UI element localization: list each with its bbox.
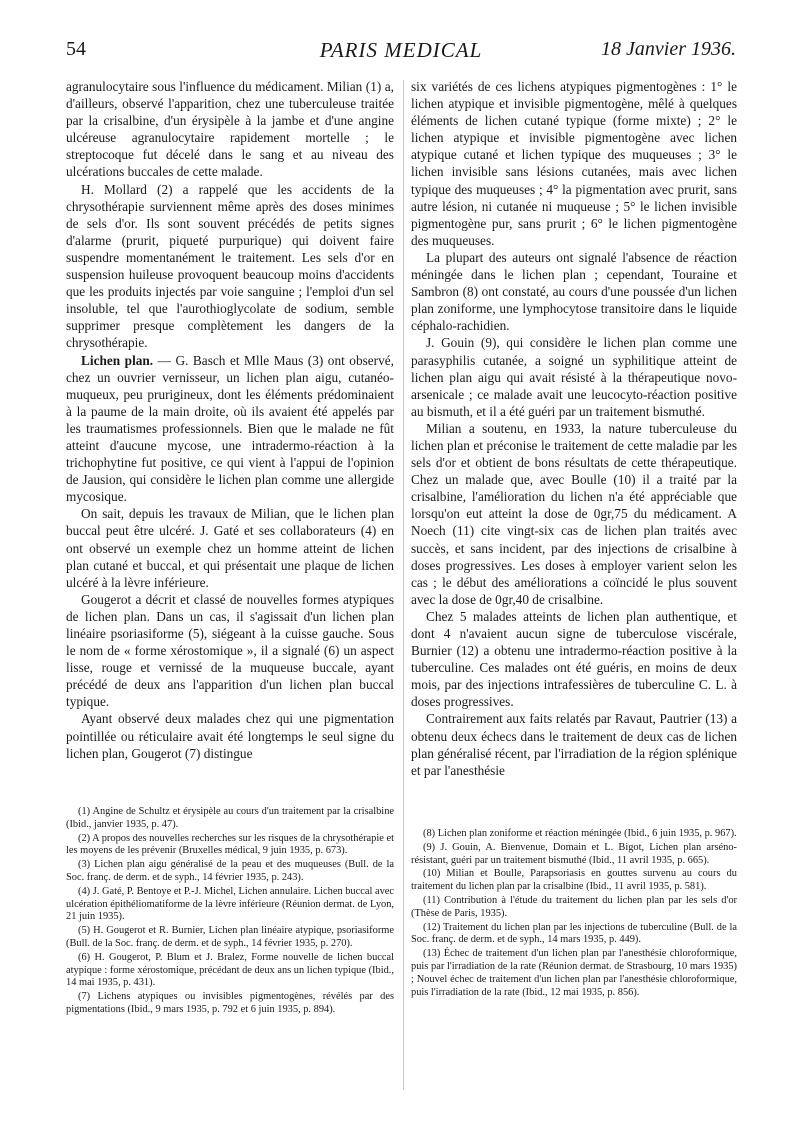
footnotes-right <box>411 828 737 1000</box>
footnotes-left <box>66 806 394 1018</box>
footnote: (2) A propos des nouvelles recherches sur les risques de la chrysothérapie et les moyens de les prévenir (Bruxelles médical, 9 juin 1935, p. 673). <box>66 832 394 857</box>
paragraph: J. Gouin (9), qui considère le lichen plan comme une parasyphilis cutanée, a soigné un syphilitique atteint de lichen plan aigu qui avait résisté à la thérapeutique novo-arsenicale ; ce malade avait une leucocyto-réaction positive au bismuth, et il a été guéri par un traitement bismuthé. <box>411 335 737 419</box>
footnote: (1) Angine de Schultz et érysipèle au cours d'un traitement par la crisalbine (Ibid., janvier 1935, p. 47). <box>66 806 394 830</box>
footnote: (12) Traitement du lichen plan par les injections de tuberculine (Bull. de la Soc. franç. de derm. et de syph., 14 mars 1935, p. 449). <box>411 921 737 946</box>
paragraph: Gougerot a décrit et classé de nouvelles formes atypiques de lichen plan. Dans un cas, il s'agissait d'un lichen plan linéaire psoriasiforme (5), siégeant à la cuisse gauche. Sous le nom de « forme xérostomique », il a signalé (6) un aspect lisse, rouge et vernissé de la muqueuse buccale, ayant précédé de deux ans l'apparition d'un lichen plan buccal typique. <box>66 591 394 710</box>
paragraph: La plupart des auteurs ont signalé l'absence de réaction méningée dans le lichen plan ; cependant, Touraine et Sambron (8) ont constaté, au cours d'une poussée d'un lichen plan zoniforme, une lymphocytose transitoire dans le liquide céphalo-rachidien. <box>411 249 737 334</box>
paragraph: Milian a soutenu, en 1933, la nature tuberculeuse du lichen plan et préconise le traitement de cette maladie par les sels d'or et obtient de bons résultats de cette thérapeutique. Chez un malade que, avec Boulle (10) il a traité par la crisalbine, l'amélioration du lichen n'a été appréciable que lorsqu'on eut atteint la dose de 0gr,75 du médicament. A Noech (11) cite vingt-six cas de lichen plan traités avec succès, et sans incident, par des injections de crisalbine à doses progressives. Les doses à employer varient selon les cas ; le début des améliorations a coïncidé le plus souvent avec la dose de 0gr,40 de crisalbine. <box>411 420 737 607</box>
footnote: (8) Lichen plan zoniforme et réaction méningée (Ibid., 6 juin 1935, p. 967). <box>423 828 737 839</box>
footnote: (10) Milian et Boulle, Parapsoriasis en gouttes survenu au cours du traitement du lichen plan par la crisalbine (Ibid., 11 avril 1935, p. 581). <box>411 868 737 893</box>
footnote: (5) H. Gougerot et R. Burnier, Lichen plan linéaire atypique, psoriasiforme (Bull. de la Soc. franç. de derm. et de syph., 14 février 1935, p. 270). <box>66 925 394 949</box>
running-header <box>66 38 736 70</box>
paragraph: six variétés de ces lichens atypiques pigmentogènes : 1° le lichen atypique et invisible pigmentogène, mêlé à quelques éléments de lichen cutané typique (forme mixte) ; 2° le lichen atypique et invisible pigmentogène avec lichen atypique cutané et lichen typique des muqueuses ; 3° le lichen invisible sans lésions cutanées, mais avec lichen typique des muqueuses ; 4° la pigmentation avec prurit, sans autre lésion, ni cutanée ni muqueuse ; 5° le lichen invisible pigmentogène pur, sans prurit ; 6° le lichen pigmentogène des muqueuses. <box>411 79 737 248</box>
paragraph: agranulocytaire sous l'influence du médicament. Milian (1) a, d'ailleurs, observé l'apparition, chez une tuberculeuse traitée par la crisalbine, d'un érysipèle à la jambe et d'une angine ulcéreuse agranulocytaire rapidement mortelle ; le streptocoque fut décelé dans le sang et au niveau des ulcérations buccales de cette malade. <box>66 79 394 180</box>
footnote: (3) Lichen plan aigu généralisé de la peau et des muqueuses (Bull. de la Soc. franç. de derm. et de syph., 14 février 1935, p. 243). <box>66 859 394 883</box>
footnote: (11) Contribution à l'étude du traitement du lichen plan par les sels d'or (Thèse de Paris, 1935). <box>411 894 737 919</box>
column-divider <box>403 80 404 1090</box>
journal-title: PARIS MEDICAL <box>319 38 483 62</box>
paragraph: Contrairement aux faits relatés par Ravaut, Pautrier (13) a obtenu deux échecs dans le traitement de deux cas de lichen plan généralisé récent, par l'irradiation de la région splénique et par l'anesthésie <box>411 711 737 778</box>
paragraph: Ayant observé deux malades chez qui une pigmentation pointillée ou réticulaire avait été longtemps le seul signe du lichen plan, Gougerot (7) distingue <box>66 711 394 761</box>
paragraph-text: — G. Basch et Mlle Maus (3) ont observé, chez un ouvrier vernisseur, un lichen plan aigu, cutanéo-muqueux, peu prurigineux, dont les éléments prédominaient à la paume de la main droite, où ils avaient été appelés par les traumatismes professionnels. Bien que le malade ne fût atteint d'aucune mycose, une intradermo-réaction à la trichophytine fut positive, ce qui vient à l'appui de l'opinion de Jausion, qui considère le lichen plan comme une allergide mycosique. <box>66 352 394 505</box>
issue-date: 18 Janvier 1936. <box>601 38 736 60</box>
page-number: 54 <box>66 38 86 60</box>
section-heading: Lichen plan. <box>81 352 154 368</box>
left-column <box>66 78 394 762</box>
right-column <box>411 78 737 779</box>
paragraph: H. Mollard (2) a rappelé que les accidents de la chrysothérapie surviennent même après des doses minimes de sels d'or. Ils sont souvent précédés de petits signes d'alarme (prurit, piqueté purpurique) qui doivent faire suspendre momentanément le traitement. Les sels d'or en suspension huileuse provoquent beaucoup moins d'accidents que les produits injectés par voie sanguine ; l'emploi d'un sel insoluble, tel que l'aurothioglycolate de sodium, semble supprimer presque complètement les dangers de la chrysothérapie. <box>66 181 394 351</box>
footnote: (13) Échec de traitement d'un lichen plan par l'anesthésie chloroformique, puis par l'irradiation de la rate (Réunion dermat. de Strasbourg, 10 mars 1935) ; Nouvel échec de traitement d'un lichen plan par l'anesthésie chloroformique, puis l'irradiation de la rate (Ibid., 12 mai 1935, p. 856). <box>411 948 737 998</box>
paragraph: On sait, depuis les travaux de Milian, que le lichen plan buccal peut être ulcéré. J. Gaté et ses collaborateurs (4) en ont observé un exemple chez un homme atteint de lichen plan cutané et buccal, et qui présentait une plaque de lichen ulcéré à la lèvre inférieure. <box>66 506 394 590</box>
paragraph: Chez 5 malades atteints de lichen plan authentique, et dont 4 n'avaient aucun signe de tuberculose viscérale, Burnier (12) a obtenu une intradermo-réaction positive à la tuberculine. Ces malades ont été guéris, en moins de deux mois, par des injections intrafessières de tuberculine C. L. à doses progressives. <box>411 608 737 710</box>
footnote: (4) J. Gaté, P. Bentoye et P.-J. Michel, Lichen annulaire. Lichen buccal avec ulcération épithéliomatiforme de la lèvre inférieure (Réunion dermat. de Lyon, 21 juin 1935). <box>66 885 394 923</box>
footnote: (6) H. Gougerot, P. Blum et J. Bralez, Forme nouvelle de lichen buccal atypique : forme xérostomique, précédant de deux ans un lichen typique (Ibid., 14 mai 1935, p. 431). <box>66 951 394 989</box>
paragraph <box>66 352 394 506</box>
footnote: (7) Lichens atypiques ou invisibles pigmentogènes, révélés par des pigmentations (Ibid., 9 mars 1935, p. 792 et 6 juin 1935, p. 894). <box>66 991 394 1015</box>
footnote: (9) J. Gouin, A. Bienvenue, Domain et L. Bigot, Lichen plan arséno-résistant, guéri par un traitement bismuthé (Ibid., 11 avril 1935, p. 665). <box>411 841 737 866</box>
